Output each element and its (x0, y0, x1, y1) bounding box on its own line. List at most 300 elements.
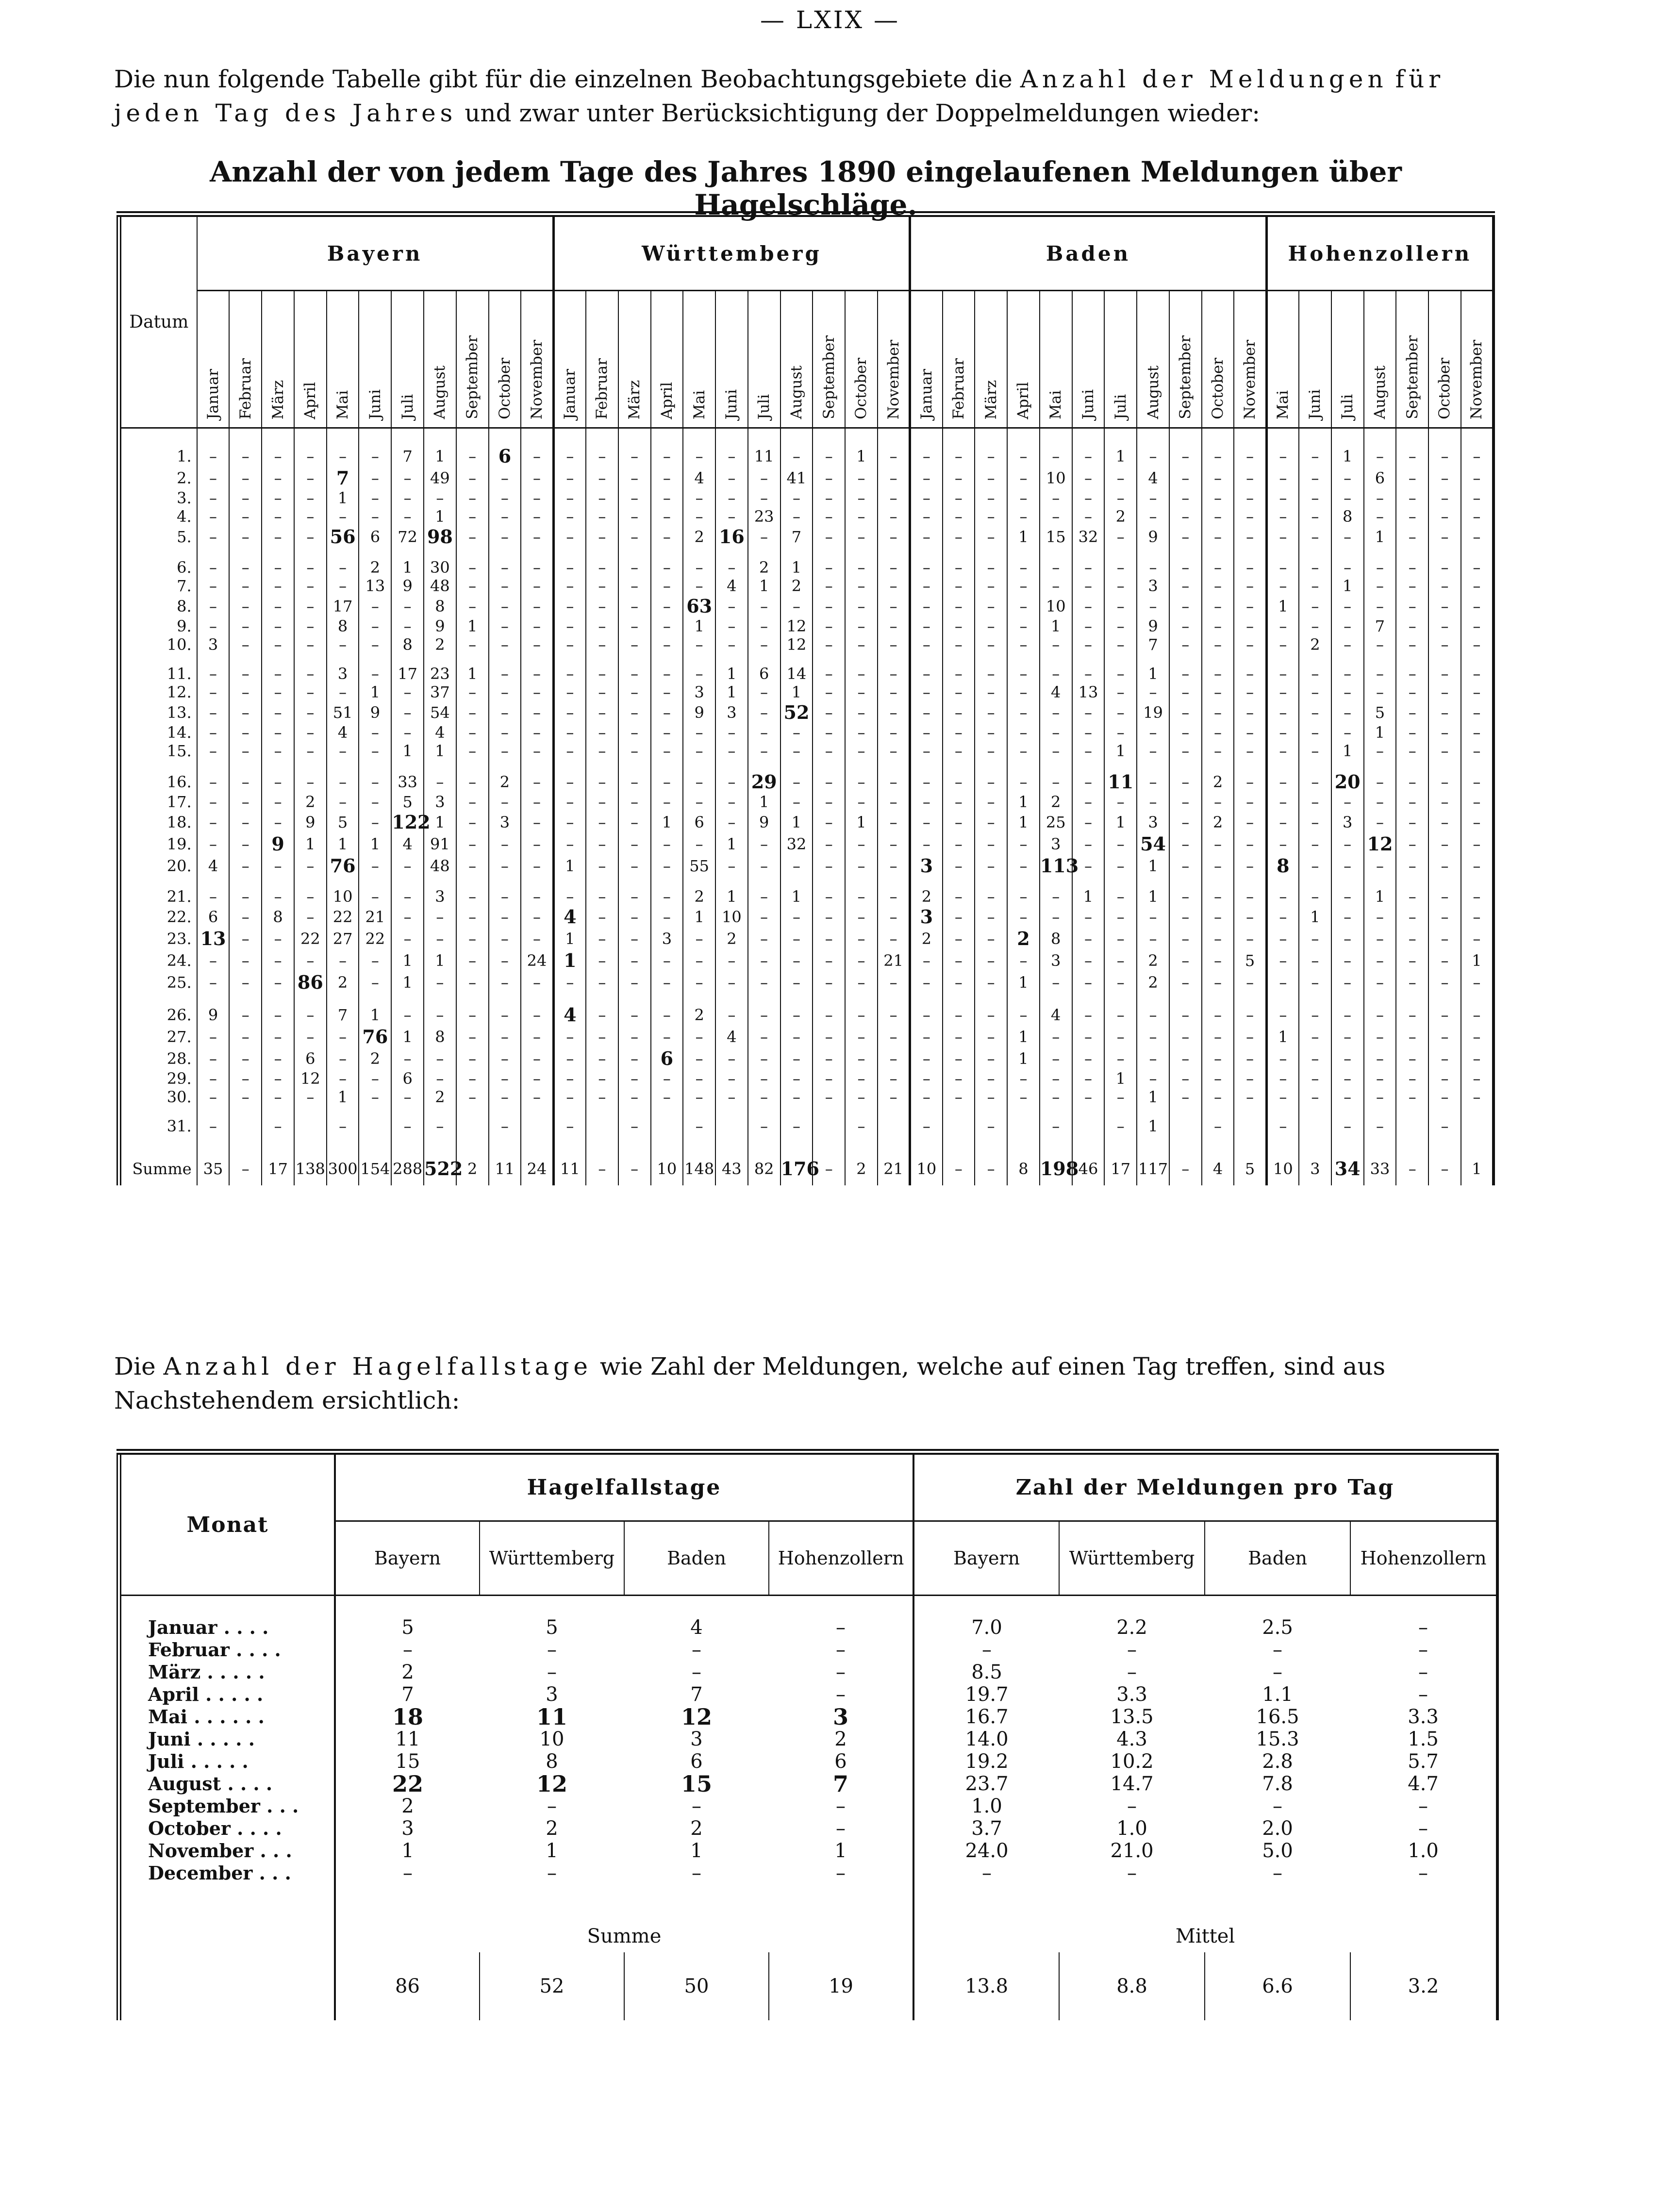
report-count: – (489, 635, 521, 665)
report-count: – (1169, 1135, 1202, 1185)
month-header (1169, 291, 1202, 428)
month-header (1007, 291, 1040, 428)
hail-days-value: 1 (690, 1840, 703, 1862)
report-count: – (943, 793, 975, 811)
report-count: 1 (780, 887, 813, 906)
report-count: – (586, 489, 618, 507)
hail-days-value: – (403, 1862, 413, 1884)
report-count: – (391, 906, 424, 928)
hail-days-value: – (547, 1862, 557, 1884)
report-count: – (1072, 1088, 1105, 1117)
day-row (119, 558, 1494, 577)
report-count: 1 (1007, 971, 1040, 1004)
report-count: – (294, 723, 327, 742)
report-count: 11 (553, 1135, 586, 1185)
report-count: – (1461, 1048, 1494, 1069)
reports-per-day-value: – (1273, 1862, 1283, 1884)
report-count: – (1461, 887, 1494, 906)
intro-text-spaced-2: für jeden Tag des Jahres (114, 65, 1445, 127)
report-count: – (586, 887, 618, 906)
report-count: – (813, 742, 845, 771)
report-count: – (813, 526, 845, 558)
month-label: Februar (236, 358, 254, 419)
report-count: – (715, 1004, 748, 1026)
report-count: – (1007, 665, 1040, 683)
report-count: 1 (424, 742, 456, 771)
report-count: 1 (424, 428, 456, 467)
report-count: – (229, 1004, 262, 1026)
report-count: – (1007, 683, 1040, 701)
day-label: 9. (177, 617, 192, 635)
report-count: – (780, 906, 813, 928)
report-count: 51 (327, 701, 359, 723)
report-count: – (1072, 558, 1105, 577)
report-count: – (1169, 833, 1202, 855)
report-count: 1 (1364, 887, 1396, 906)
report-count: – (1428, 811, 1461, 833)
report-count: – (943, 1004, 975, 1026)
report-count: – (683, 507, 715, 526)
report-count: – (1396, 723, 1428, 742)
reports-per-day-value: – (1127, 1661, 1137, 1683)
report-count: 46 (1072, 1135, 1105, 1185)
report-count: – (748, 1004, 780, 1026)
report-count: – (845, 635, 878, 665)
month-label: April (301, 382, 319, 419)
report-count: – (1234, 507, 1266, 526)
report-count: 12 (780, 635, 813, 665)
report-count: – (294, 577, 327, 595)
report-count: – (327, 1048, 359, 1069)
report-count: – (1364, 577, 1396, 595)
report-count: – (586, 771, 618, 793)
report-count: – (683, 558, 715, 577)
para2-text-a: Die (114, 1352, 156, 1380)
report-count: – (489, 558, 521, 577)
report-count: – (813, 855, 845, 887)
report-count: – (1137, 428, 1169, 467)
report-count: – (586, 1026, 618, 1048)
report-count: – (1364, 428, 1396, 467)
report-count: 30 (424, 558, 456, 577)
report-count: – (456, 887, 489, 906)
report-count: – (975, 1135, 1007, 1185)
report-count: 1 (553, 855, 586, 887)
report-count: 4 (327, 723, 359, 742)
report-count: 10 (651, 1135, 683, 1185)
report-count: 2 (780, 577, 813, 595)
report-count: – (910, 949, 943, 971)
report-count: 4 (553, 1004, 586, 1026)
report-count: – (229, 928, 262, 949)
reports-per-day-value: 1.5 (1408, 1728, 1439, 1750)
report-count: – (1202, 887, 1234, 906)
report-count: – (813, 1135, 845, 1185)
report-count: – (586, 811, 618, 833)
report-count: 11 (748, 428, 780, 467)
report-count: 1 (327, 489, 359, 507)
report-count: 4 (391, 833, 424, 855)
report-count: – (813, 635, 845, 665)
report-count: – (1428, 723, 1461, 742)
report-count: – (1234, 558, 1266, 577)
month-label: August (431, 366, 449, 419)
month-header (1104, 291, 1137, 428)
hail-days-value: 2 (690, 1817, 703, 1840)
report-count: – (878, 742, 910, 771)
report-count: – (1234, 428, 1266, 467)
report-count: – (456, 467, 489, 489)
report-count: 1 (1104, 811, 1137, 833)
report-count: – (1461, 617, 1494, 635)
report-count: – (1461, 793, 1494, 811)
report-count: – (1104, 467, 1137, 489)
report-count: 7 (1137, 635, 1169, 665)
report-count: 1 (553, 928, 586, 949)
report-count: – (748, 1088, 780, 1117)
report-count: – (197, 428, 230, 467)
report-count: – (1040, 701, 1072, 723)
report-count: – (813, 617, 845, 635)
report-count: – (197, 507, 230, 526)
report-count: 1 (424, 811, 456, 833)
report-count: – (683, 1069, 715, 1088)
report-count: – (1364, 1088, 1396, 1117)
month-header (521, 291, 553, 428)
report-count: – (1007, 742, 1040, 771)
report-count: – (424, 971, 456, 1004)
report-count: – (1137, 1026, 1169, 1048)
report-count: – (1331, 949, 1364, 971)
hail-days-total: 52 (480, 1952, 624, 2020)
month-label: September (820, 335, 838, 419)
month-row (119, 1795, 1497, 1817)
report-count: 9 (359, 701, 391, 723)
report-count: – (845, 949, 878, 971)
reports-per-day-value: 4.3 (1116, 1728, 1147, 1750)
report-count: – (1040, 1048, 1072, 1069)
report-count: 17 (1104, 1135, 1137, 1185)
report-count: – (391, 723, 424, 742)
reports-per-day-value: 2.5 (1262, 1616, 1293, 1639)
report-count: 13 (197, 928, 230, 949)
report-count: – (262, 558, 294, 577)
report-count: – (1234, 906, 1266, 928)
report-count: – (1266, 811, 1299, 833)
month-header (553, 291, 586, 428)
day-row (119, 467, 1494, 489)
report-count: – (1169, 1088, 1202, 1117)
hail-days-value: 5 (401, 1616, 414, 1639)
report-count: 3 (1137, 577, 1169, 595)
report-count: – (1428, 1088, 1461, 1117)
report-count: – (489, 949, 521, 971)
report-count: 2 (1137, 971, 1169, 1004)
reports-per-day-value: 16.7 (965, 1706, 1009, 1728)
report-count: – (359, 723, 391, 742)
report-count: – (651, 683, 683, 701)
report-count: – (780, 771, 813, 793)
report-count: – (327, 428, 359, 467)
day-label: 4. (177, 507, 192, 526)
report-count: – (975, 906, 1007, 928)
report-count: – (1137, 1004, 1169, 1026)
hail-days-value: 11 (536, 1704, 567, 1730)
report-count: – (878, 558, 910, 577)
report-count: 1 (456, 617, 489, 635)
report-count: – (1202, 617, 1234, 635)
report-count: – (586, 701, 618, 723)
report-count: – (845, 906, 878, 928)
report-count: – (1007, 906, 1040, 928)
report-count: – (748, 1117, 780, 1135)
footer-label-row (119, 1884, 1497, 1952)
report-count: 3 (910, 906, 943, 928)
reports-per-day-value: 1.0 (1408, 1840, 1439, 1862)
report-count: – (586, 1069, 618, 1088)
report-count: – (1234, 855, 1266, 887)
report-count: – (1461, 1004, 1494, 1026)
report-count: 5 (1234, 949, 1266, 971)
report-count: – (1137, 507, 1169, 526)
report-count: – (1266, 928, 1299, 949)
report-count: – (1202, 855, 1234, 887)
report-count: 25 (1040, 811, 1072, 833)
report-count (229, 1117, 262, 1135)
report-count: – (521, 928, 553, 949)
month-label: Juli (1112, 394, 1129, 419)
report-count: 1 (780, 683, 813, 701)
report-count: – (586, 1048, 618, 1069)
report-count: – (715, 635, 748, 665)
report-count: – (1169, 1048, 1202, 1069)
report-count: – (943, 467, 975, 489)
report-count: – (1234, 577, 1266, 595)
day-label: 3. (177, 489, 192, 507)
report-count: – (262, 1117, 294, 1135)
month-label: September (464, 335, 481, 419)
report-count: – (878, 489, 910, 507)
report-count: – (845, 617, 878, 635)
report-count: – (1266, 793, 1299, 811)
report-count: – (878, 507, 910, 526)
reports-per-day-value: 3.3 (1408, 1706, 1439, 1728)
report-count: – (1364, 1048, 1396, 1069)
report-count: – (1331, 489, 1364, 507)
report-count: 1 (1007, 1048, 1040, 1069)
report-count: 113 (1040, 855, 1072, 887)
report-count: – (391, 595, 424, 617)
report-count: – (1234, 833, 1266, 855)
report-count: – (262, 887, 294, 906)
report-count: – (813, 1004, 845, 1026)
report-count: – (715, 617, 748, 635)
month-header (813, 291, 845, 428)
report-count: – (1169, 811, 1202, 833)
report-count: – (618, 1004, 651, 1026)
report-count: – (521, 428, 553, 467)
report-count: 2 (424, 1088, 456, 1117)
month-header (878, 291, 910, 428)
report-count: – (1461, 489, 1494, 507)
report-count: – (1396, 595, 1428, 617)
day-label: 24. (166, 951, 192, 970)
report-count: – (262, 467, 294, 489)
report-count: – (1234, 742, 1266, 771)
report-count: – (975, 855, 1007, 887)
report-count: – (878, 665, 910, 683)
report-count: – (618, 771, 651, 793)
report-count: – (489, 617, 521, 635)
report-count: 1 (683, 617, 715, 635)
day-row (119, 906, 1494, 928)
report-count: – (943, 887, 975, 906)
report-count: 2 (359, 1048, 391, 1069)
report-count: – (1169, 1026, 1202, 1048)
report-count: – (521, 833, 553, 855)
report-count: – (910, 558, 943, 577)
day-label: 6. (177, 558, 192, 577)
report-count: – (651, 771, 683, 793)
report-count: – (1234, 1069, 1266, 1088)
report-count: – (618, 701, 651, 723)
report-count: – (683, 665, 715, 683)
report-count: – (197, 1088, 230, 1117)
report-count (586, 1117, 618, 1135)
reports-per-day-value: – (982, 1639, 992, 1661)
report-count: – (618, 665, 651, 683)
report-count: – (456, 742, 489, 771)
table1-title: Anzahl der von jedem Tage des Jahres 1890 eingelaufenen Meldungen über Hagelschläge. (210, 155, 1402, 221)
report-count: 9 (1137, 617, 1169, 635)
month-label: März (626, 380, 644, 419)
report-count: – (1169, 595, 1202, 617)
hail-days-value: – (692, 1795, 701, 1817)
report-count: – (1104, 489, 1137, 507)
month-header (618, 291, 651, 428)
region-subheader: Baden (1205, 1521, 1350, 1596)
report-count: – (197, 887, 230, 906)
report-count: – (1169, 1004, 1202, 1026)
report-count: – (553, 742, 586, 771)
report-count: – (521, 683, 553, 701)
report-count: – (618, 928, 651, 949)
report-count: 6 (359, 526, 391, 558)
report-count: – (910, 971, 943, 1004)
report-count: – (975, 1026, 1007, 1048)
day-row (119, 595, 1494, 617)
hail-days-value: 7 (401, 1683, 414, 1706)
report-count: – (1299, 811, 1331, 833)
report-count: – (521, 665, 553, 683)
report-count: – (748, 742, 780, 771)
report-count: – (748, 855, 780, 887)
report-count: – (1266, 771, 1299, 793)
report-count: – (1234, 701, 1266, 723)
report-count: – (1040, 1069, 1072, 1088)
report-count: – (1428, 855, 1461, 887)
report-count: – (780, 595, 813, 617)
month-header (1234, 291, 1266, 428)
hail-days-value: 2 (401, 1795, 414, 1817)
report-count: – (1461, 683, 1494, 701)
report-count: 1 (1299, 906, 1331, 928)
report-count: – (845, 595, 878, 617)
report-count: – (975, 467, 1007, 489)
report-count: – (1396, 906, 1428, 928)
report-count: – (262, 526, 294, 558)
report-count: – (521, 1088, 553, 1117)
month-row (119, 1862, 1497, 1884)
report-count: – (1104, 1026, 1137, 1048)
report-count: – (1364, 507, 1396, 526)
report-count: 82 (748, 1135, 780, 1185)
report-count: 1 (1007, 811, 1040, 833)
report-count: – (1202, 558, 1234, 577)
report-count: 1 (424, 507, 456, 526)
report-count: – (391, 1117, 424, 1135)
report-count: – (1266, 701, 1299, 723)
report-count: – (327, 507, 359, 526)
report-count: – (521, 577, 553, 595)
reports-per-day-value: 1.0 (971, 1795, 1002, 1817)
report-count: – (1461, 507, 1494, 526)
report-count: – (1396, 558, 1428, 577)
day-row (119, 742, 1494, 771)
report-count: – (943, 428, 975, 467)
report-count: 1 (748, 793, 780, 811)
report-count: – (553, 428, 586, 467)
report-count: – (229, 683, 262, 701)
month-header (1461, 291, 1494, 428)
day-row (119, 428, 1494, 467)
report-count: – (521, 771, 553, 793)
report-count: – (1234, 887, 1266, 906)
reports-per-day-value: – (1418, 1616, 1428, 1639)
reports-per-day-value: – (1127, 1862, 1137, 1884)
report-count: – (1104, 1004, 1137, 1026)
report-count: – (489, 526, 521, 558)
report-count: – (1202, 683, 1234, 701)
report-count: – (1169, 526, 1202, 558)
report-count: 1 (845, 811, 878, 833)
report-count: – (229, 428, 262, 467)
report-count: – (878, 467, 910, 489)
report-count: 34 (1331, 1135, 1364, 1185)
report-count: 1 (683, 906, 715, 928)
report-count: – (359, 428, 391, 467)
report-count: – (1299, 1088, 1331, 1117)
report-count: – (1104, 1117, 1137, 1135)
day-label: 23. (166, 929, 192, 948)
report-count: – (1364, 595, 1396, 617)
report-count: – (618, 1069, 651, 1088)
report-count: – (683, 1026, 715, 1048)
report-count: – (748, 701, 780, 723)
report-count: 5 (391, 793, 424, 811)
hail-days-value: – (769, 1817, 913, 1840)
report-count: – (618, 742, 651, 771)
report-count: 32 (780, 833, 813, 855)
day-row (119, 1026, 1494, 1048)
report-count: – (943, 771, 975, 793)
month-label: Januar (561, 368, 579, 419)
report-count: – (1234, 1004, 1266, 1026)
report-count: – (1266, 665, 1299, 683)
report-count: – (197, 558, 230, 577)
day-row (119, 1004, 1494, 1026)
month-header (780, 291, 813, 428)
